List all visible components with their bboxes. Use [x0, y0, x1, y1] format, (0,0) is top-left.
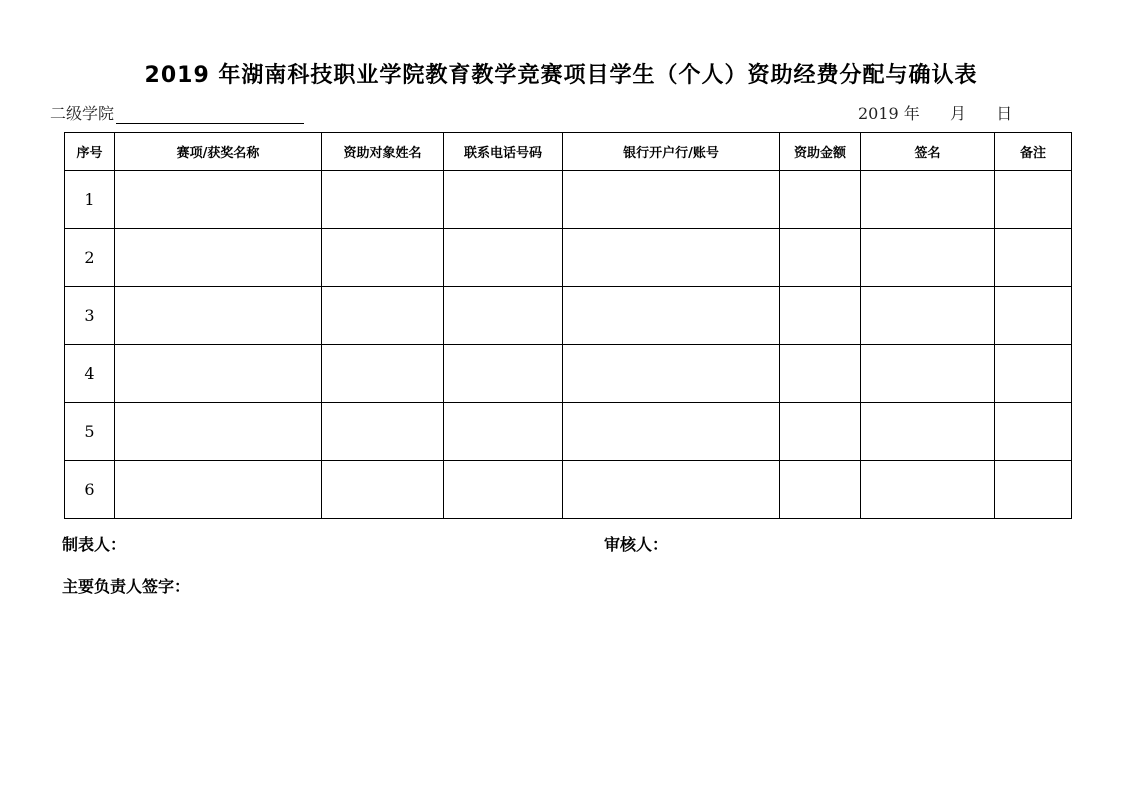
table-row — [65, 403, 1072, 461]
table-row — [65, 287, 1072, 345]
cell-competition[interactable] — [115, 171, 322, 229]
column-header-amount: 资助金额 — [780, 133, 861, 171]
column-header-recipient-name: 资助对象姓名 — [322, 133, 444, 171]
table-row — [65, 229, 1072, 287]
college-label: 二级学院 — [50, 104, 115, 123]
row-index: 1 — [65, 171, 115, 229]
row-index: 6 — [65, 461, 115, 519]
cell-amount[interactable] — [780, 345, 861, 403]
table-row — [65, 345, 1072, 403]
college-field — [50, 101, 304, 124]
table-row — [65, 461, 1072, 519]
leader-signature-label: 主要负责人签字： — [62, 577, 191, 596]
column-header-index: 序号 — [65, 133, 115, 171]
cell-signature[interactable] — [861, 171, 995, 229]
cell-recipient-name[interactable] — [322, 287, 444, 345]
cell-competition[interactable] — [115, 229, 322, 287]
cell-competition[interactable] — [115, 461, 322, 519]
cell-phone[interactable] — [444, 461, 563, 519]
cell-signature[interactable] — [861, 345, 995, 403]
column-header-competition: 赛项/获奖名称 — [115, 133, 322, 171]
cell-signature[interactable] — [861, 229, 995, 287]
cell-phone[interactable] — [444, 403, 563, 461]
row-index: 5 — [65, 403, 115, 461]
cell-remarks[interactable] — [995, 461, 1072, 519]
cell-phone[interactable] — [444, 229, 563, 287]
cell-competition[interactable] — [115, 345, 322, 403]
cell-remarks[interactable] — [995, 287, 1072, 345]
cell-remarks[interactable] — [995, 229, 1072, 287]
allocation-table — [64, 132, 1072, 519]
cell-competition[interactable] — [115, 287, 322, 345]
date-year: 2019 年 — [858, 104, 920, 123]
date-day: 日 — [996, 104, 1013, 123]
preparer-label: 制表人： — [62, 535, 127, 554]
cell-signature[interactable] — [861, 287, 995, 345]
table-row — [65, 171, 1072, 229]
cell-bank-account[interactable] — [563, 287, 780, 345]
column-header-remarks: 备注 — [995, 133, 1072, 171]
cell-recipient-name[interactable] — [322, 171, 444, 229]
cell-remarks[interactable] — [995, 403, 1072, 461]
cell-competition[interactable] — [115, 403, 322, 461]
cell-bank-account[interactable] — [563, 229, 780, 287]
cell-phone[interactable] — [444, 171, 563, 229]
cell-bank-account[interactable] — [563, 345, 780, 403]
cell-bank-account[interactable] — [563, 403, 780, 461]
cell-amount[interactable] — [780, 403, 861, 461]
row-index: 3 — [65, 287, 115, 345]
cell-phone[interactable] — [444, 287, 563, 345]
cell-amount[interactable] — [780, 229, 861, 287]
column-header-signature: 签名 — [861, 133, 995, 171]
cell-remarks[interactable] — [995, 171, 1072, 229]
table-header-row — [65, 133, 1072, 171]
date-month: 月 — [950, 104, 967, 123]
column-header-bank-account: 银行开户行/账号 — [563, 133, 780, 171]
cell-bank-account[interactable] — [563, 171, 780, 229]
cell-recipient-name[interactable] — [322, 461, 444, 519]
column-header-phone: 联系电话号码 — [444, 133, 563, 171]
cell-remarks[interactable] — [995, 345, 1072, 403]
cell-phone[interactable] — [444, 345, 563, 403]
row-index: 4 — [65, 345, 115, 403]
cell-amount[interactable] — [780, 461, 861, 519]
cell-recipient-name[interactable] — [322, 345, 444, 403]
reviewer-label: 审核人： — [604, 535, 669, 554]
cell-recipient-name[interactable] — [322, 403, 444, 461]
cell-recipient-name[interactable] — [322, 229, 444, 287]
cell-signature[interactable] — [861, 461, 995, 519]
cell-amount[interactable] — [780, 171, 861, 229]
cell-amount[interactable] — [780, 287, 861, 345]
page-title: 2019 年湖南科技职业学院教育教学竞赛项目学生（个人）资助经费分配与确认表 — [144, 63, 978, 88]
date-field — [858, 101, 1012, 124]
cell-bank-account[interactable] — [563, 461, 780, 519]
cell-signature[interactable] — [861, 403, 995, 461]
college-blank-line[interactable] — [116, 105, 304, 124]
row-index: 2 — [65, 229, 115, 287]
